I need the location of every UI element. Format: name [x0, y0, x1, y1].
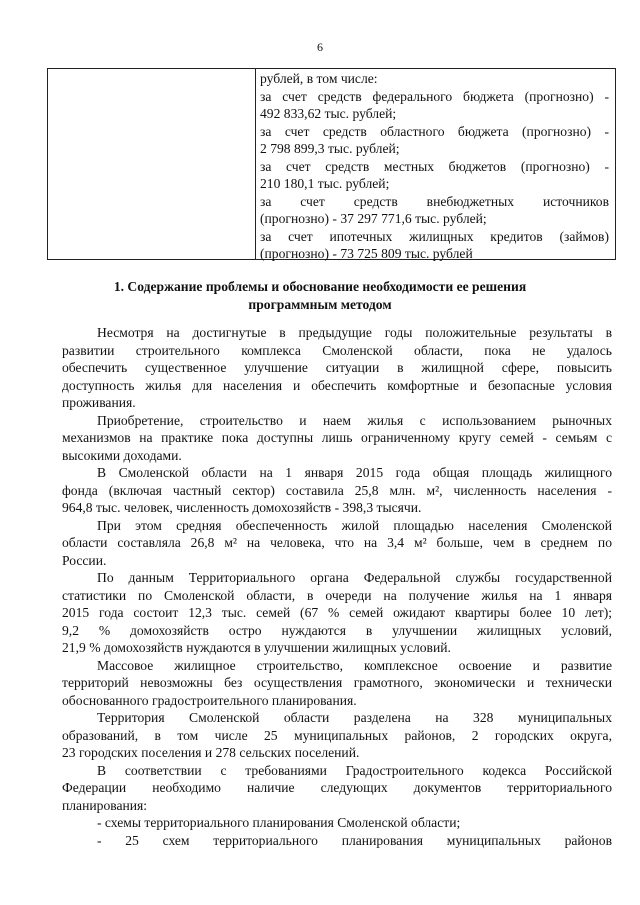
text-line: 23 городских поселения и 278 сельских поселений.	[62, 745, 360, 760]
text-line: Несмотря на достигнутые в предыдущие годы положительные результаты в	[97, 325, 612, 340]
text-line: Массовое жилищное строительство, комплексное освоение и развитие	[97, 657, 612, 673]
table-line: 2 798 899,3 тыс. рублей;	[260, 141, 400, 156]
text-line: - 25 схем территориального планирования муниципальных районов	[97, 832, 612, 848]
table-left-cell	[48, 69, 256, 259]
section-heading	[60, 278, 580, 313]
text-line: Приобретение, строительство и наем жилья с использованием рыночных	[97, 412, 612, 428]
text-line: доступность жилья для населения и обеспечить комфортные и безопасные условия	[62, 377, 612, 393]
text-line: области составляла 26,8 м² на человека, что на 3,4 м² больше, чем в среднем по	[62, 535, 612, 550]
table-line: за счет ипотечных жилищных кредитов (займов)	[260, 228, 609, 244]
text-line: По данным Территориального органа Федеральной службы государственной	[97, 570, 612, 585]
text-line: обеспечить существенное улучшение ситуации в жилищной сфере, повысить	[62, 360, 612, 375]
table-line: за счет средств внебюджетных источников	[260, 193, 609, 209]
text-line: 964,8 тыс. человек, численность домохозяйств - 398,3 тысячи.	[62, 500, 422, 515]
heading-line: 1. Содержание проблемы и обоснование необходимости ее решения	[113, 279, 527, 294]
text-line: фонда (включая частный сектор) составила 25,8 млн. м², численность населения -	[62, 482, 612, 498]
heading-line: программным методом	[248, 296, 392, 312]
table-line: за счет средств федерального бюджета (прогнозно) -	[260, 88, 609, 104]
table-line: за счет средств областного бюджета (прогнозно) -	[260, 123, 609, 139]
text-line: развитии строительного комплекса Смоленской области, пока не удалось	[62, 342, 612, 358]
table-line: 492 833,62 тыс. рублей;	[260, 106, 397, 121]
text-line: Территория Смоленской области разделена на 328 муниципальных	[97, 710, 612, 725]
text-line: территорий невозможны без осуществления грамотного, экономически и технически	[62, 675, 612, 690]
funding-table	[47, 68, 616, 260]
text-line: - схемы территориального планирования Смоленской области;	[97, 815, 461, 830]
text-line: При этом средняя обеспеченность жилой площадью населения Смоленской	[97, 517, 612, 533]
text-line: В Смоленской области на 1 января 2015 года общая площадь жилищного	[97, 465, 612, 480]
text-line: образований, в том числе 25 муниципальных районов, 2 городских округа,	[62, 727, 612, 743]
text-line: механизмов на практике пока доступны лишь ограниченному кругу семей - семьям с	[62, 430, 612, 445]
text-line: В соответствии с требованиями Градостроительного кодекса Российской	[97, 762, 612, 778]
text-line: проживания.	[62, 395, 136, 410]
table-line: (прогнозно) - 37 297 771,6 тыс. рублей;	[260, 211, 487, 226]
table-line: за счет средств местных бюджетов (прогнозно) -	[260, 158, 609, 174]
text-line: 9,2 % домохозяйств остро нуждаются в улучшении жилищных условий,	[62, 622, 612, 638]
table-line: (прогнозно) - 73 725 809 тыс. рублей	[260, 246, 473, 261]
body-text	[62, 324, 612, 849]
page-number: 6	[317, 40, 323, 54]
table-line: 210 180,1 тыс. рублей;	[260, 176, 390, 191]
text-line: высокими доходами.	[62, 447, 182, 463]
text-line: обоснованного градостроительного планирования.	[62, 692, 357, 708]
text-line: 21,9 % домохозяйств нуждаются в улучшении жилищных условий.	[62, 640, 451, 655]
text-line: статистики по Смоленской области, в очереди на получение жилья на 1 января	[62, 587, 612, 603]
table-right-cell	[256, 69, 615, 259]
text-line: России.	[62, 552, 107, 568]
text-line: планирования:	[62, 797, 148, 813]
table-line: рублей, в том числе:	[260, 71, 378, 86]
text-line: Федерации необходимо наличие следующих документов территориального	[62, 780, 612, 795]
text-line: 2015 года состоит 12,3 тыс. семей (67 % семей ожидают квартиры более 10 лет);	[62, 605, 612, 620]
